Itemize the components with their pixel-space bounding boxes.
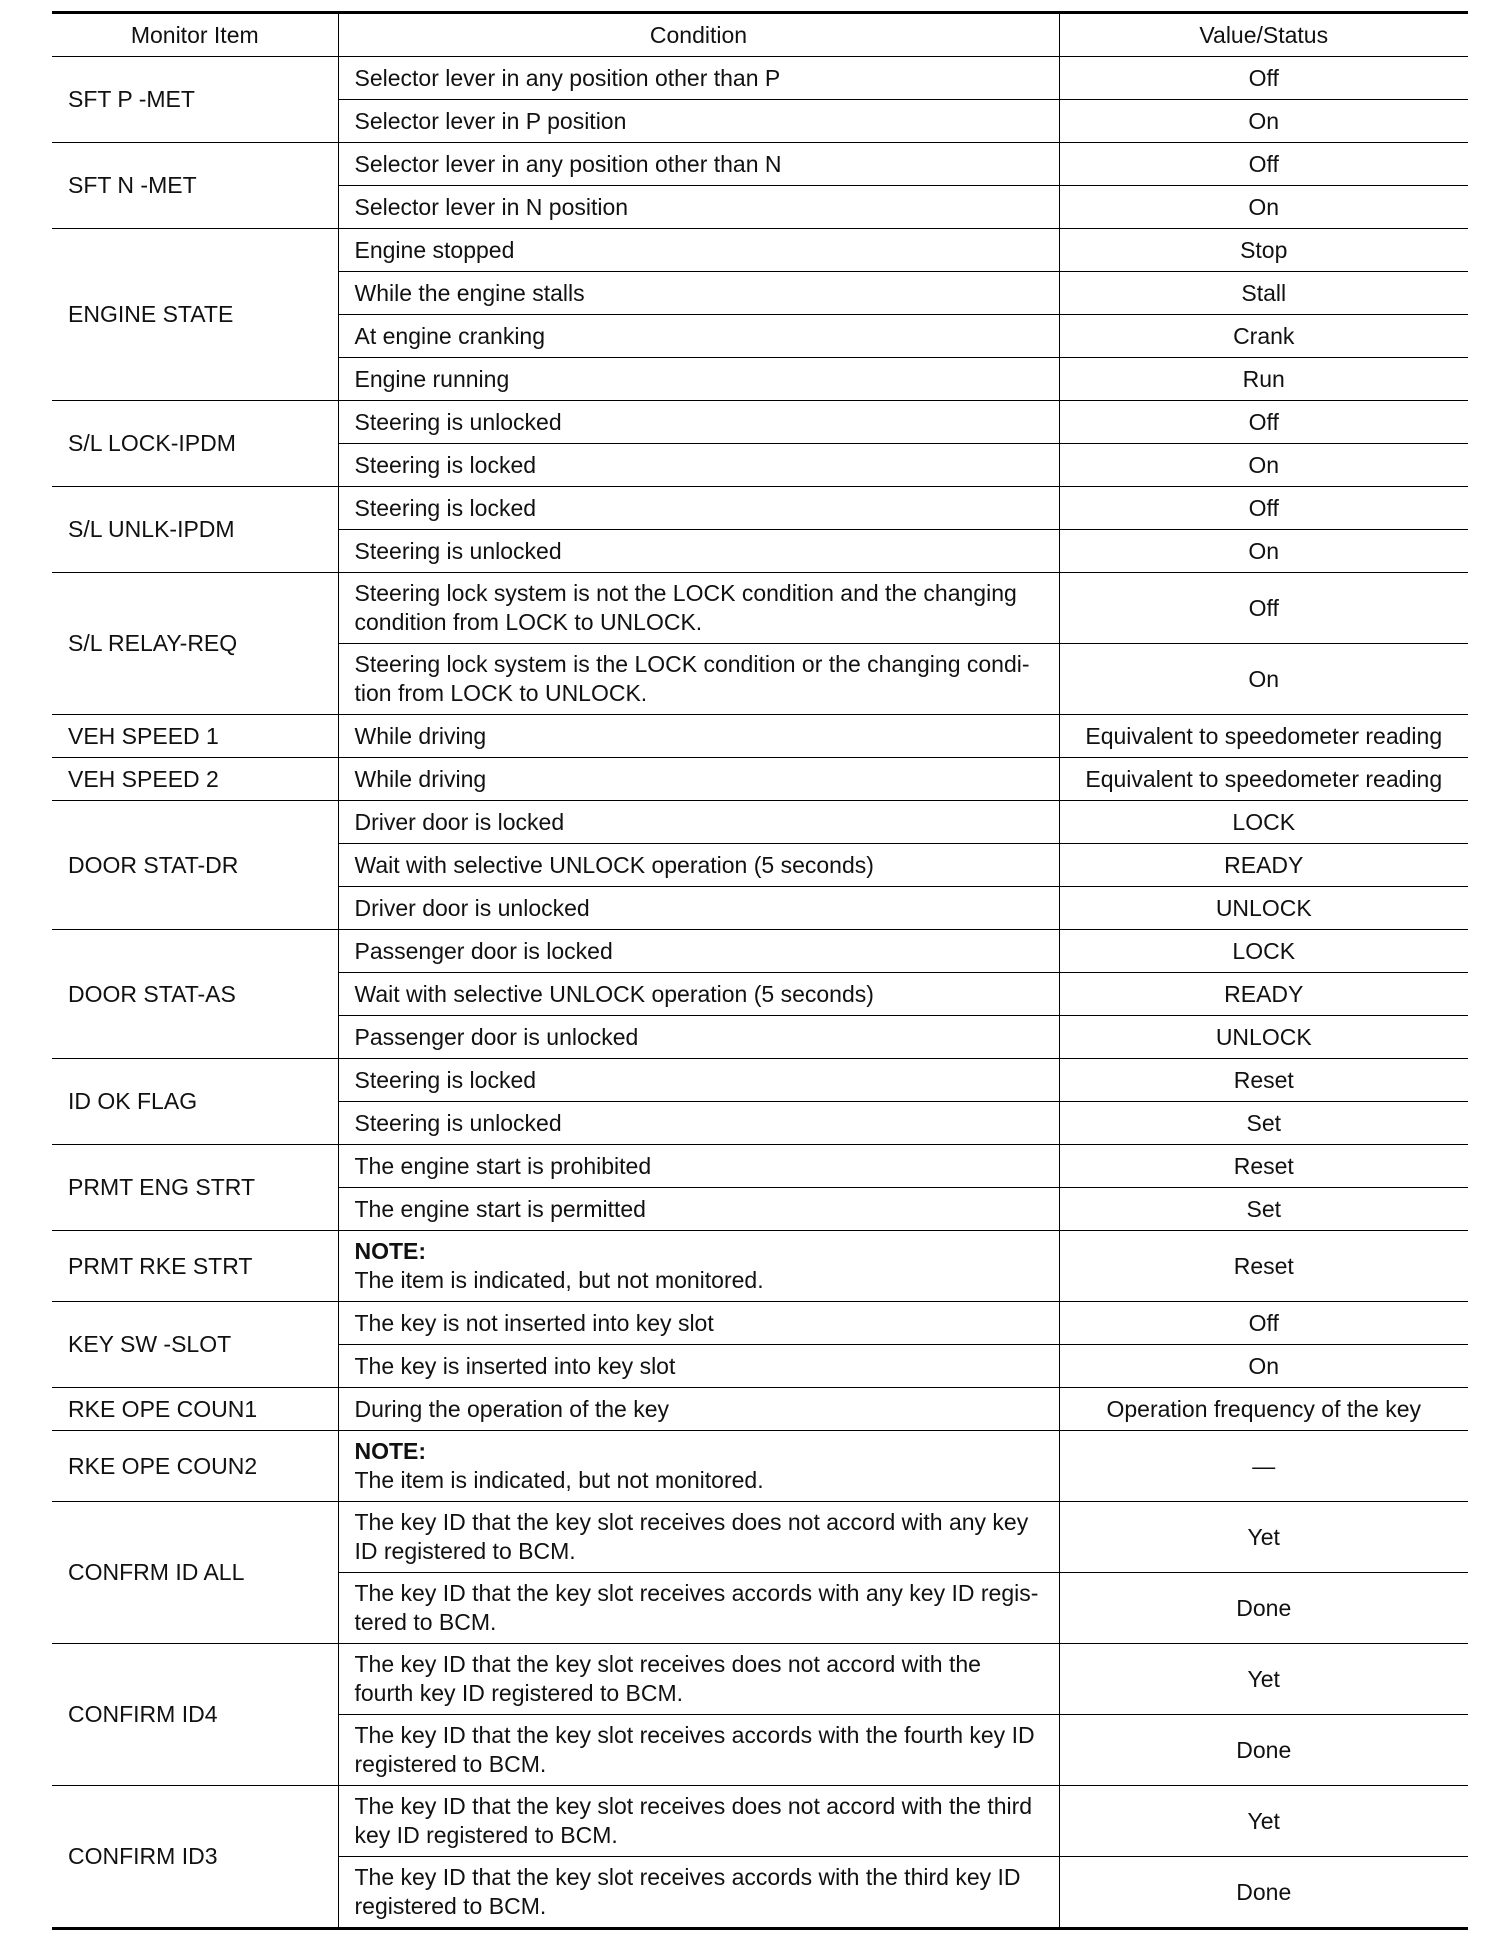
condition-cell: Driver door is locked xyxy=(338,801,1059,844)
value-status-cell: Done xyxy=(1059,1573,1468,1644)
value-status-cell: On xyxy=(1059,100,1468,143)
condition-cell: Steering lock system is not the LOCK condition and the changing condition from LOCK to UNLOCK. xyxy=(338,573,1059,644)
condition-cell: Selector lever in any position other than N xyxy=(338,143,1059,186)
condition-cell: The engine start is permitted xyxy=(338,1188,1059,1231)
value-status-cell: Off xyxy=(1059,57,1468,100)
monitor-item-cell: PRMT RKE STRT xyxy=(52,1231,338,1302)
value-status-cell: Done xyxy=(1059,1715,1468,1786)
monitor-item-cell: CONFIRM ID4 xyxy=(52,1644,338,1786)
value-status-cell: Reset xyxy=(1059,1231,1468,1302)
value-status-cell: Off xyxy=(1059,1302,1468,1345)
monitor-item-cell: S/L RELAY-REQ xyxy=(52,573,338,715)
condition-cell: Steering is locked xyxy=(338,487,1059,530)
note-text: The item is indicated, but not monitored. xyxy=(354,1267,764,1293)
value-status-cell: Off xyxy=(1059,401,1468,444)
monitor-item-cell: DOOR STAT-AS xyxy=(52,930,338,1059)
table-row xyxy=(52,57,1468,100)
value-status-cell: Stop xyxy=(1059,229,1468,272)
table-row xyxy=(52,229,1468,272)
note-title: NOTE: xyxy=(354,1238,427,1264)
condition-cell: Steering is locked xyxy=(338,1059,1059,1102)
monitor-item-cell: ENGINE STATE xyxy=(52,229,338,401)
condition-cell: The engine start is prohibited xyxy=(338,1145,1059,1188)
table-row xyxy=(52,1231,1468,1302)
condition-cell: The key ID that the key slot receives accords with the fourth key ID registered to BCM. xyxy=(338,1715,1059,1786)
table-row xyxy=(52,715,1468,758)
note-title: NOTE: xyxy=(354,1438,427,1464)
condition-cell: Engine running xyxy=(338,358,1059,401)
monitor-item-cell: RKE OPE COUN2 xyxy=(52,1431,338,1502)
value-status-cell: Equivalent to speedometer reading xyxy=(1059,715,1468,758)
value-status-cell: — xyxy=(1059,1431,1468,1502)
condition-cell: Passenger door is unlocked xyxy=(338,1016,1059,1059)
monitor-item-cell: VEH SPEED 2 xyxy=(52,758,338,801)
condition-cell: Selector lever in any position other than P xyxy=(338,57,1059,100)
monitor-item-cell: PRMT ENG STRT xyxy=(52,1145,338,1231)
value-status-cell: LOCK xyxy=(1059,801,1468,844)
condition-cell: While driving xyxy=(338,715,1059,758)
condition-cell: While driving xyxy=(338,758,1059,801)
monitor-item-cell: RKE OPE COUN1 xyxy=(52,1388,338,1431)
condition-cell: Selector lever in N position xyxy=(338,186,1059,229)
value-status-cell: Operation frequency of the key xyxy=(1059,1388,1468,1431)
condition-cell: Engine stopped xyxy=(338,229,1059,272)
condition-cell: Driver door is unlocked xyxy=(338,887,1059,930)
header-value-status: Value/Status xyxy=(1059,13,1468,57)
condition-cell xyxy=(338,1231,1059,1302)
monitor-item-cell: DOOR STAT-DR xyxy=(52,801,338,930)
table-row xyxy=(52,1502,1468,1573)
value-status-cell: On xyxy=(1059,530,1468,573)
monitor-item-cell: SFT P -MET xyxy=(52,57,338,143)
table-row xyxy=(52,1786,1468,1857)
value-status-cell: Reset xyxy=(1059,1145,1468,1188)
condition-cell: At engine cranking xyxy=(338,315,1059,358)
monitor-item-cell: CONFIRM ID3 xyxy=(52,1786,338,1929)
value-status-cell: Off xyxy=(1059,143,1468,186)
condition-cell: Wait with selective UNLOCK operation (5 seconds) xyxy=(338,844,1059,887)
condition-cell: Steering is locked xyxy=(338,444,1059,487)
value-status-cell: On xyxy=(1059,644,1468,715)
monitor-item-cell: S/L UNLK-IPDM xyxy=(52,487,338,573)
condition-cell: Steering is unlocked xyxy=(338,530,1059,573)
condition-cell: The key ID that the key slot receives accords with any key ID regis-tered to BCM. xyxy=(338,1573,1059,1644)
monitor-item-cell: KEY SW -SLOT xyxy=(52,1302,338,1388)
table-header-row xyxy=(52,13,1468,57)
condition-cell: Steering is unlocked xyxy=(338,401,1059,444)
header-monitor-item: Monitor Item xyxy=(52,13,338,57)
condition-cell: The key is inserted into key slot xyxy=(338,1345,1059,1388)
value-status-cell: Yet xyxy=(1059,1644,1468,1715)
table-row xyxy=(52,1145,1468,1188)
value-status-cell: Equivalent to speedometer reading xyxy=(1059,758,1468,801)
value-status-cell: Run xyxy=(1059,358,1468,401)
table-row xyxy=(52,143,1468,186)
table-row xyxy=(52,401,1468,444)
monitor-item-cell: CONFRM ID ALL xyxy=(52,1502,338,1644)
condition-cell: While the engine stalls xyxy=(338,272,1059,315)
value-status-cell: Done xyxy=(1059,1857,1468,1929)
table-row xyxy=(52,758,1468,801)
value-status-cell: Crank xyxy=(1059,315,1468,358)
monitor-item-cell: SFT N -MET xyxy=(52,143,338,229)
table-row xyxy=(52,487,1468,530)
condition-cell xyxy=(338,1431,1059,1502)
condition-cell: During the operation of the key xyxy=(338,1388,1059,1431)
condition-cell: The key ID that the key slot receives accords with the third key ID registered to BCM. xyxy=(338,1857,1059,1929)
condition-cell: Steering lock system is the LOCK condition or the changing condi-tion from LOCK to UNLOCK. xyxy=(338,644,1059,715)
value-status-cell: Stall xyxy=(1059,272,1468,315)
condition-cell: Steering is unlocked xyxy=(338,1102,1059,1145)
condition-cell: Wait with selective UNLOCK operation (5 seconds) xyxy=(338,973,1059,1016)
value-status-cell: READY xyxy=(1059,844,1468,887)
value-status-cell: Set xyxy=(1059,1188,1468,1231)
table-row xyxy=(52,801,1468,844)
table-row xyxy=(52,1644,1468,1715)
table-body xyxy=(52,57,1468,1929)
header-condition: Condition xyxy=(338,13,1059,57)
condition-cell: The key is not inserted into key slot xyxy=(338,1302,1059,1345)
table-row xyxy=(52,1059,1468,1102)
value-status-cell: Yet xyxy=(1059,1786,1468,1857)
value-status-cell: On xyxy=(1059,1345,1468,1388)
value-status-cell: Off xyxy=(1059,573,1468,644)
value-status-cell: LOCK xyxy=(1059,930,1468,973)
condition-cell: Selector lever in P position xyxy=(338,100,1059,143)
condition-cell: The key ID that the key slot receives does not accord with the fourth key ID registered to BCM. xyxy=(338,1644,1059,1715)
condition-cell: The key ID that the key slot receives does not accord with any key ID registered to BCM. xyxy=(338,1502,1059,1573)
table-row xyxy=(52,1302,1468,1345)
value-status-cell: Off xyxy=(1059,487,1468,530)
table-row xyxy=(52,573,1468,644)
value-status-cell: Set xyxy=(1059,1102,1468,1145)
condition-cell: Passenger door is locked xyxy=(338,930,1059,973)
monitor-table-page xyxy=(52,11,1468,1930)
monitor-item-cell: ID OK FLAG xyxy=(52,1059,338,1145)
table-row xyxy=(52,1431,1468,1502)
table-row xyxy=(52,1388,1468,1431)
table-row xyxy=(52,930,1468,973)
value-status-cell: UNLOCK xyxy=(1059,887,1468,930)
value-status-cell: Yet xyxy=(1059,1502,1468,1573)
monitor-item-cell: S/L LOCK-IPDM xyxy=(52,401,338,487)
monitor-item-cell: VEH SPEED 1 xyxy=(52,715,338,758)
value-status-cell: On xyxy=(1059,186,1468,229)
value-status-cell: On xyxy=(1059,444,1468,487)
value-status-cell: READY xyxy=(1059,973,1468,1016)
monitor-item-table xyxy=(52,11,1468,1930)
value-status-cell: Reset xyxy=(1059,1059,1468,1102)
value-status-cell: UNLOCK xyxy=(1059,1016,1468,1059)
note-text: The item is indicated, but not monitored. xyxy=(354,1467,764,1493)
condition-cell: The key ID that the key slot receives does not accord with the third key ID registered to BCM. xyxy=(338,1786,1059,1857)
